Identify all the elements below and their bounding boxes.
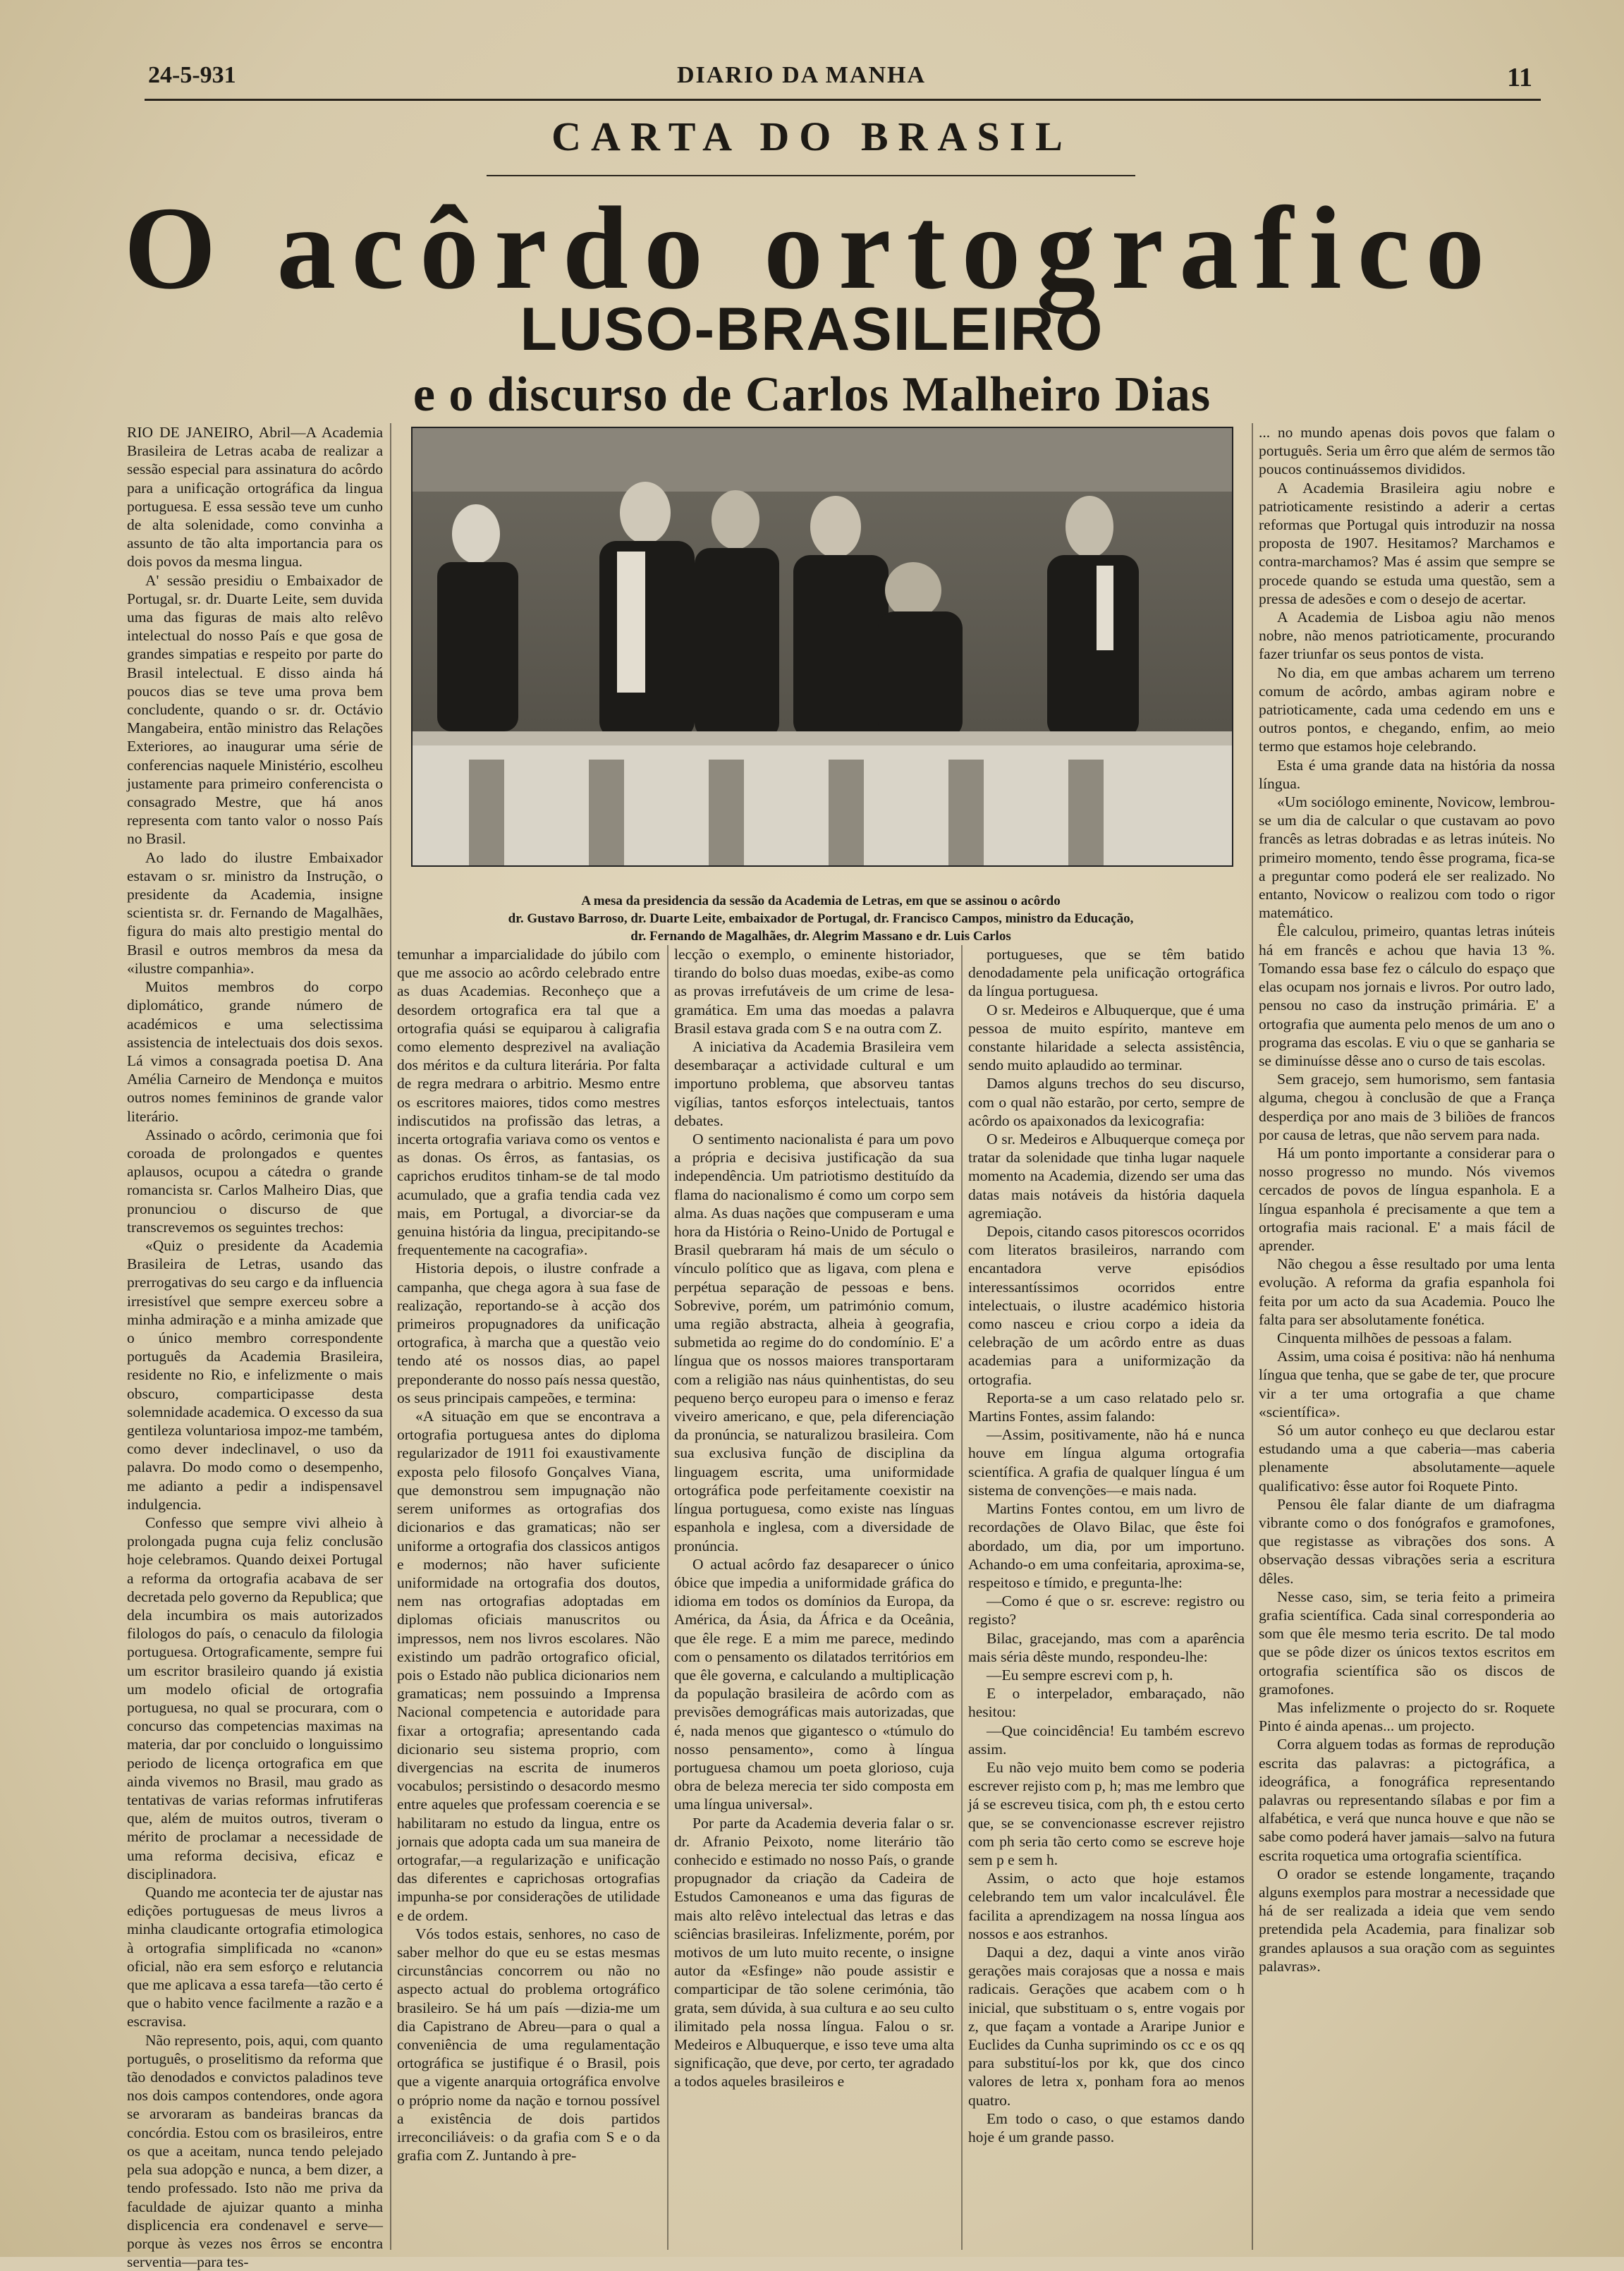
paragraph: Há um ponto importante a considerar para o nosso progresso no mundo. Nós vivemos cercados de povos de língua espanhola. E a língua espanhola é precisamente a que tem a ortografia mais racional. E' a mais fácil de aprender. bbox=[1259, 1144, 1555, 1254]
paragraph: ... no mundo apenas dois povos que falam o português. Seria um êrro que além de sermos tão poucos continuássemos divididos. bbox=[1259, 424, 1555, 478]
paragraph: Bilac, gracejando, mas com a aparência mais séria dêste mundo, respondeu-lhe: bbox=[968, 1629, 1245, 1665]
paragraph: lecção o exemplo, o eminente historiador, tirando do bolso duas moedas, exibe-as como as provas irrefutáveis de um crime de lesa-gramática. Em uma das moedas a palavra Brasil estava grada com S e na outra com Z. bbox=[674, 946, 954, 1037]
paragraph: Confesso que sempre vivi alheio à prolongada pugna cuja feliz conclusão hoje celebramos. Quando deixei Portugal a reforma da ortografia acabava de ser decretada pelo governo da Republica; que dela incumbira os mais autorizados filologos do país, o cenaculo da filologia portuguesa. Ortograficamente, sempre fui um escritor brasileiro quando já existia um modelo oficial de ortografia portuguesa, no qual se procurara, com o concurso das competencias maximas na materia, dar por concluido o longuissimo periodo de licença ortografica em que ainda vivemos no Brasil, mau grado as tentativas de varias reformas infrutiferas que, além de muitos outros, tiveram o mérito de proclamar a necessidade de uma reforma decisiva, eficaz e disciplinadora. bbox=[127, 1514, 383, 1882]
subheadline-2: e o discurso de Carlos Malheiro Dias bbox=[413, 367, 1211, 422]
subheadline-1: LUSO-BRASILEIRO bbox=[520, 296, 1104, 363]
paragraph: Esta é uma grande data na história da nossa língua. bbox=[1259, 756, 1555, 792]
paragraph: Êle calculou, primeiro, quantas letras inúteis há em francês e achou que havia 13 %. Tomando essa base fez o cálculo do espaço que elas ocupam nos jornais e livros. Por outro lado, pensou no caso da instrução primária. E' a ortografia que aumenta pelo menos de um ano o programa das escolas. E viu o que se ganharia se se diminuísse dêsse ano o curso de tais escolas. bbox=[1259, 923, 1555, 1069]
paragraph: Quando me acontecia ter de ajustar nas edições portuguesas de meus livros a minha claudicante ortografia etimologica à ortografia simplificada no «canon» oficial, não era sem esforço e relutancia que me aplicava a essa tarefa—tão certo é que o habito vence facilmente a razão e a escravisa. bbox=[127, 1884, 383, 2030]
paragraph: Ao lado do ilustre Embaixador estavam o sr. ministro da Instrução, o presidente da Academia, insigne scientista sr. dr. Fernando de Magalhães, figura do mais alto prestigio mental do Brasil e outros membros da mesa da «ilustre companhia». bbox=[127, 848, 383, 977]
paragraph: Cinquenta milhões de pessoas a falam. bbox=[1277, 1329, 1513, 1346]
paragraph: A Academia Brasileira agiu nobre e patrioticamente resistindo a aderir a certas reformas que Portugal quis introduzir na nossa proposta de 1907. Hesitamos? Marchamos e contra-marchamos? Mas é assim que sempre se procede quando se estuda uma questão, sem a pressa de adesões e com o desejo de acertar. bbox=[1259, 479, 1555, 607]
issue-date: 24-5-931 bbox=[148, 62, 236, 88]
newspaper-name: DIARIO DA MANHA bbox=[677, 62, 926, 88]
headline: O acôrdo ortografico bbox=[123, 183, 1501, 314]
paragraph: O orador se estende longamente, traçando alguns exemplos para mostrar a necessidade que há de ser realizada a ideia que vem sendo pretendida pela Academia, para finalizar sob grandes aplausos a sua oração com as seguintes palavras». bbox=[1259, 1865, 1555, 1975]
paragraph: Só um autor conheço eu que declarou estar estudando uma a que caberia—mas caberia plenamente absolutamente—aquele qualificativo: êsse autor foi Roquete Pinto. bbox=[1259, 1421, 1555, 1494]
paragraph: A iniciativa da Academia Brasileira vem desembaraçar a actividade cultural e um importuno problema, que absorveu tantas vigílias, tantos esforços intelectuais, tantos debates. bbox=[674, 1038, 954, 1129]
paragraph: —Assim, positivamente, não há e nunca houve em língua alguma ortografia scientífica. A grafia de qualquer língua é um sistema de convenções—e mais nada. bbox=[968, 1426, 1245, 1499]
paragraph: «A situação em que se encontrava a ortografia portuguesa antes do diploma regularizador de 1911 foi exaustivamente exposta pelo filosofo Gonçalves Viana, que demonstrou sem impugnação não serem uniformes as ortografias dos dicionarios e das gramaticas; não ser uniforme a ortografia dos classicos antigos e modernos; não haver suficiente uniformidade na ortografia dos doutos, nem nas ortografias adoptadas em diplomas oficiais manuscritos ou impressos, nem nos livros escolares. Não existindo um padrão ortografico oficial, pois o Estado não publica dicionarios nem gramaticas; nem possuindo a Imprensa Nacional competencia e autoridade para fixar a ortografia; apresentando cada dicionario seu sistema proprio, com divergencias na escrita de inumeros vocabulos; persistindo o desacordo mesmo entre aqueles que professam coerencia e se habilitaram no estudo da lingua, entre os jornais que adopta cada um sua maneira de ortografar,—a regularização e unificação das diferentes e caprichosas ortografias impunha-se por considerações de utilidade e de ordem. bbox=[397, 1408, 660, 1924]
column-rule bbox=[961, 945, 963, 2250]
paragraph: Em todo o caso, o que estamos dando hoje é um grande passo. bbox=[968, 2109, 1245, 2145]
paragraph: Não represento, pois, aqui, com quanto português, o proselitismo da reforma que tão denodados e convictos paladinos teve nos dois campos contendores, onde agora se arvoraram as bandeiras brancas da concórdia. Estou com os brasileiros, entre os que a aceitam, nunca tendo pelejado pela sua adopção e nunca, a bem dizer, a tendo professado. Isto não me priva da faculdade de ajuizar quanto a minha displicencia era condenavel e serve—porque às vezes nos êrros se encontra serventia—para tes- bbox=[127, 2031, 383, 2271]
column-rule bbox=[1252, 423, 1253, 2250]
paragraph: O sentimento nacionalista é para um povo a própria e decisiva justificação da sua independência. Um patriotismo destituído da flama do nacionalismo é como um corpo sem alma. As duas nações que compuseram e uma hora da História o Reino-Unido de Portugal e Brasil quebraram há mais de um século o vínculo político que as ligava, com plena e perpétua separação de pessoas e bens. Sobrevive, porém, um património comum, uma região abstracta, alheia à geografia, submetida ao regime do do condomínio. E' a língua que os nossos maiores transportaram com a religião nas náus quinhentistas, do seu pequeno berço europeu para o imenso e feraz viveiro americano, e que, pela diferenciação da pronúncia, se naturalizou brasileira. Com sua exclusiva função de disciplina da linguagem escrita, uma uniformidade ortográfica pode perfeitamente coexistir na língua portuguesa, como existe nas línguas espanhola e inglesa, com a diversidade de pronúncia. bbox=[674, 1131, 954, 1554]
paragraph: Por parte da Academia deveria falar o sr. dr. Afranio Peixoto, nome literário tão conhecido e estimado no nosso País, o grande propugnador da criação da Cadeira de Estudos Camoneanos e uma das figuras de mais alto relêvo intelectual das letras e das sciências brasileiras. Infelizmente, porém, por motivos de um luto muito recente, o insigne autor da «Esfinge» não poude assistir e comparticipar de tão solene cerimónia, tão grata, sem dúvida, à sua cultura e ao seu culto ilimitado pela nossa língua. Falou o sr. Medeiros e Albuquerque, e isso teve uma alta significação, que deve, por certo, ter agradado a todos aqueles brasileiros e bbox=[674, 1814, 954, 2090]
paragraph: O actual acôrdo faz desaparecer o único óbice que impedia a uniformidade gráfica do idioma em todos os domínios da Europa, da América, da Ásia, da África e da Oceânia, que êle rege. E a mim me parece, medindo com o pensamento os dilatados territórios em que êle governa, e calculando a multiplicação da população brasileira de acôrdo com as previsões demográficas mais autorizadas, que é, nada menos que gigantesco o «túmulo do nosso pensamento», como à língua portuguesa chamou um poeta glorioso, cuja obra de beleza merecia ter sido composta em uma língua universal». bbox=[674, 1555, 954, 1813]
paragraph: portugueses, que se têm batido denodadamente pela unificação ortográfica da língua portuguesa. bbox=[968, 946, 1245, 1000]
paragraph: Reporta-se a um caso relatado pelo sr. Martins Fontes, assim falando: bbox=[968, 1389, 1245, 1425]
paragraph: Sem gracejo, sem humorismo, sem fantasia alguma, chegou à conclusão de que a França desperdiça por ano mais de 3 biliões de francos por causa de letras, que não servem para nada. bbox=[1259, 1071, 1555, 1143]
paragraph: Vós todos estais, senhores, no caso de saber melhor do que eu se estas mesmas circunstâncias concorrem ou não no aspecto actual do problema ortográfico brasileiro. Se há um país —dizia-me um dia Capistrano de Abreu—para o qual a conveniência de uma regulamentação ortográfica se justifique é o Brasil, pois que a vigente anarquia ortográfica envolve o próprio nome da nação e tornou possível a existência de dois partidos irreconciliáveis: o da grafia com S e o da grafia com Z. Juntando à pre- bbox=[397, 1925, 660, 2165]
paragraph: —Eu sempre escrevi com p, h. bbox=[987, 1666, 1173, 1684]
paragraph: temunhar a imparcialidade do júbilo com que me associo ao acôrdo celebrado entre as duas Academias. Reconheço que a desordem ortografica era tal que a ortografia quási se equiparou à caligrafia como elemento desprezivel na avaliação dos méritos e da cultura literária. Por falta de regra medrara o arbitrio. Mesmo entre os escritores maiores, tidos como mestres indiscutidos na profissão das letras, a incerta ortografia variava como os ventos e as donas. Os êrros, as fantasias, os caprichos eruditos tinham-se de tal modo acumulado, que a grafia tendia cada vez mais, em Portugal, a divorciar-se da genuina história da lingua, precipitando-se frequentemente na cacografia». bbox=[397, 946, 660, 1259]
paragraph: No dia, em que ambas acharem um terreno comum de acôrdo, ambas agiram nobre e patrioticamente, cada uma cedendo em uns e outros pontos, e chegando, enfim, ao meio termo que estamos hoje celebrando. bbox=[1259, 664, 1555, 755]
paragraph: —Que coincidência! Eu também escrevo assim. bbox=[968, 1722, 1245, 1758]
paragraph: Não chegou a êsse resultado por uma lenta evolução. A reforma da grafia espanhola foi feita por um acto da sua Academia. Pouco lhe falta para ser absolutamente fonética. bbox=[1259, 1255, 1555, 1328]
news-photograph bbox=[411, 427, 1233, 867]
article-column-3 bbox=[674, 945, 954, 2250]
paragraph: «Quiz o presidente da Academia Brasileira de Letras, usando das prerrogativas do seu cargo e da influencia irresistível que sempre exerceu sobre a minha admiração e a minha amizade que o único membro correspondente português da Academia Brasileira, residente no Rio, e infelizmente o mais obscuro, comparticipasse desta solemnidade academica. O excesso da sua gentileza voluntariosa impoz-me também, como dever indeclinavel, o uso da palavra. Do modo como o desempenho, me adianto a pedir a indispensavel indulgencia. bbox=[127, 1236, 383, 1513]
masthead bbox=[120, 62, 1561, 97]
paragraph: A' sessão presidiu o Embaixador de Portugal, sr. dr. Duarte Leite, sem duvida uma das figuras de mais alto relêvo intelectual do nosso País e que gosa de grandes simpatias e respeito por parte do Brasil intelectual. E disso ainda há poucos dias se teve uma prova bem concludente, quando o sr. dr. Octávio Mangabeira, então ministro das Relações Exteriores, ao inaugurar uma série de conferencias naquele Ministério, escolheu justamente para primeiro conferencista o consagrado Mestre, que há anos representa com tanto valor o nosso País no Brasil. bbox=[127, 571, 383, 848]
page-number: 11 bbox=[1507, 63, 1532, 92]
paragraph: RIO DE JANEIRO, Abril—A Academia Brasileira de Letras acaba de realizar a sessão especial para assinatura do acôrdo para a unificação ortográfica da lingua portuguesa. E essa sessão teve um cunho de alta solenidade, como convinha a assunto de tão alta importancia para os dois povos da mesma lingua. bbox=[127, 424, 383, 571]
column-rule bbox=[667, 945, 668, 2250]
paragraph: Assim, o acto que hoje estamos celebrando tem um valor incalculável. Êle facilita a aprendizagem na nossa língua aos nossos e aos estranhos. bbox=[968, 1870, 1245, 1942]
photo-caption bbox=[411, 892, 1231, 945]
paragraph: Muitos membros do corpo diplomático, grande número de académicos e uma selectissima assistencia de intelectuais dos dois sexos. Lá vimos a consagrada poetisa D. Ana Amélia Carneiro de Mendonça e muitos outros nomes femininos de grande valor literário. bbox=[127, 978, 383, 1125]
paragraph: Martins Fontes contou, em um livro de recordações de Olavo Bilac, que êste foi abordado, um dia, por um importuno. Achando-o em uma confeitaria, aproxima-se, respeitoso e tímido, e pregunta-lhe: bbox=[968, 1500, 1245, 1591]
paragraph: O sr. Medeiros e Albuquerque começa por tratar da solenidade que tinha lugar naquele momento na Academia, dizendo ser uma das datas mais notáveis da história daquela agremiação. bbox=[968, 1131, 1245, 1222]
paragraph: A Academia de Lisboa agiu não menos nobre, não menos patrioticamente, procurando fazer triunfar os seus pontos de vista. bbox=[1259, 609, 1555, 663]
paragraph: Corra alguem todas as formas de reprodução escrita das palavras: a pictográfica, a ideográfica, a fonográfica representando palavras ou representando sílabas e por fim a alfabética, e verá que nunca houve e que não se sabe como poderá haver jamais—salvo na futura escrita roquetica uma ortografia scientífica. bbox=[1259, 1736, 1555, 1864]
caption-line-1: A mesa da presidencia da sessão da Academia de Letras, em que se assinou o acôrdo bbox=[581, 894, 1061, 908]
paragraph: «Um sociólogo eminente, Novicow, lembrou-se um dia de calcular o que custavam ao povo francês as letras dobradas e as letras inúteis. No primeiro momento, tendo êsse programa, fica-se a preguntar como poderá ele ser realizado. No entanto, Novicow o realizou com todo o rigor matemático. bbox=[1259, 793, 1555, 922]
paragraph: Eu não vejo muito bem como se poderia escrever rejisto com p, h; mas me lembro que já se escreveu tisica, com ph, th e estou certo que, se se convencionasse escrever rejistro com ph seria tão certo como se escreve hoje sem p e sem h. bbox=[968, 1758, 1245, 1868]
column-rule bbox=[390, 423, 391, 2250]
article-column-2 bbox=[397, 945, 660, 2250]
paragraph: Assinado o acôrdo, cerimonia que foi coroada de prolongados e quentes aplausos, ocupou a cátedra o grande romancista sr. Carlos Malheiro Dias, que pronunciou o discurso de que transcrevemos os seguintes trechos: bbox=[127, 1126, 383, 1236]
paragraph: Assim, uma coisa é positiva: não há nenhuma língua que tenha, que se gabe de ter, que procure vir a ter uma ortografia a que chame «scientífica». bbox=[1259, 1348, 1555, 1420]
article-column-5 bbox=[1259, 423, 1555, 2250]
kicker-rule bbox=[487, 175, 1135, 176]
paragraph: Daqui a dez, daqui a vinte anos virão gerações mais corajosas que a nossa e mais radicais. Gerações que acabem com o h inicial, que substituam o s, entre vogais por z, que façam a vontade a Araripe Junior e Euclides da Cunha suprimindo os cc e os qq para substituí-los por kk, que dos cinco valores de letra x, ponham fora ao menos quatro. bbox=[968, 1943, 1245, 2109]
paragraph: —Como é que o sr. escreve: registro ou registo? bbox=[968, 1593, 1245, 1628]
paragraph: O sr. Medeiros e Albuquerque, que é uma pessoa de muito espírito, manteve em constante hilaridade a selecta assistência, sendo muito aplaudido ao terminar. bbox=[968, 1001, 1245, 1074]
photo-illustration bbox=[413, 428, 1232, 865]
paragraph: Historia depois, o ilustre confrade a campanha, que chega agora à sua fase de realização, reportando-se à acção dos primeiros propugnadores da unificação ortografica, à marcha que a questão veio tendo até os nossos dias, ao papel preponderante do nosso país nessa questão, os seus principais campeões, e termina: bbox=[397, 1260, 660, 1406]
paragraph: E o interpelador, embaraçado, não hesitou: bbox=[968, 1685, 1245, 1721]
paragraph: Mas infelizmente o projecto do sr. Roquete Pinto é ainda apenas... um projecto. bbox=[1259, 1699, 1555, 1735]
section-kicker: CARTA DO BRASIL bbox=[551, 114, 1073, 159]
caption-line-3: dr. Fernando de Magalhães, dr. Alegrim Massano e dr. Luis Carlos bbox=[630, 929, 1011, 944]
masthead-rule bbox=[145, 99, 1541, 101]
paragraph: Depois, citando casos pitorescos ocorridos com literatos brasileiros, narrando com encantadora verve episódios interessantíssimos ocorridos entre intelectuais, o ilustre académico historia como nasceu e criou corpo a ideia da celebração de um acôrdo entre as duas academias para a uniformização da ortografia. bbox=[968, 1223, 1245, 1388]
article-column-1 bbox=[127, 423, 383, 2271]
paragraph: Pensou êle falar diante de um diafragma vibrante como o dos fonógrafos e gramofones, que registasse as vibrações dos sons. A observação dessas vibrações seria a escritura dêles. bbox=[1259, 1495, 1555, 1587]
caption-line-2: dr. Gustavo Barroso, dr. Duarte Leite, embaixador de Portugal, dr. Francisco Campos, ministro da Educação, bbox=[508, 911, 1134, 926]
paragraph: Nesse caso, sim, se teria feito a primeira grafia scientífica. Cada sinal corresponderia ao som que êle mesmo teria escrito. De tal modo que se pôde dizer os únicos textos escritos em ortografia scientífica são os discos de gramofones. bbox=[1259, 1588, 1555, 1698]
article-column-4 bbox=[968, 945, 1245, 2250]
paragraph: Damos alguns trechos do seu discurso, com o qual não estarão, por certo, sempre de acôrdo os apaixonados da lexicografia: bbox=[968, 1075, 1245, 1129]
